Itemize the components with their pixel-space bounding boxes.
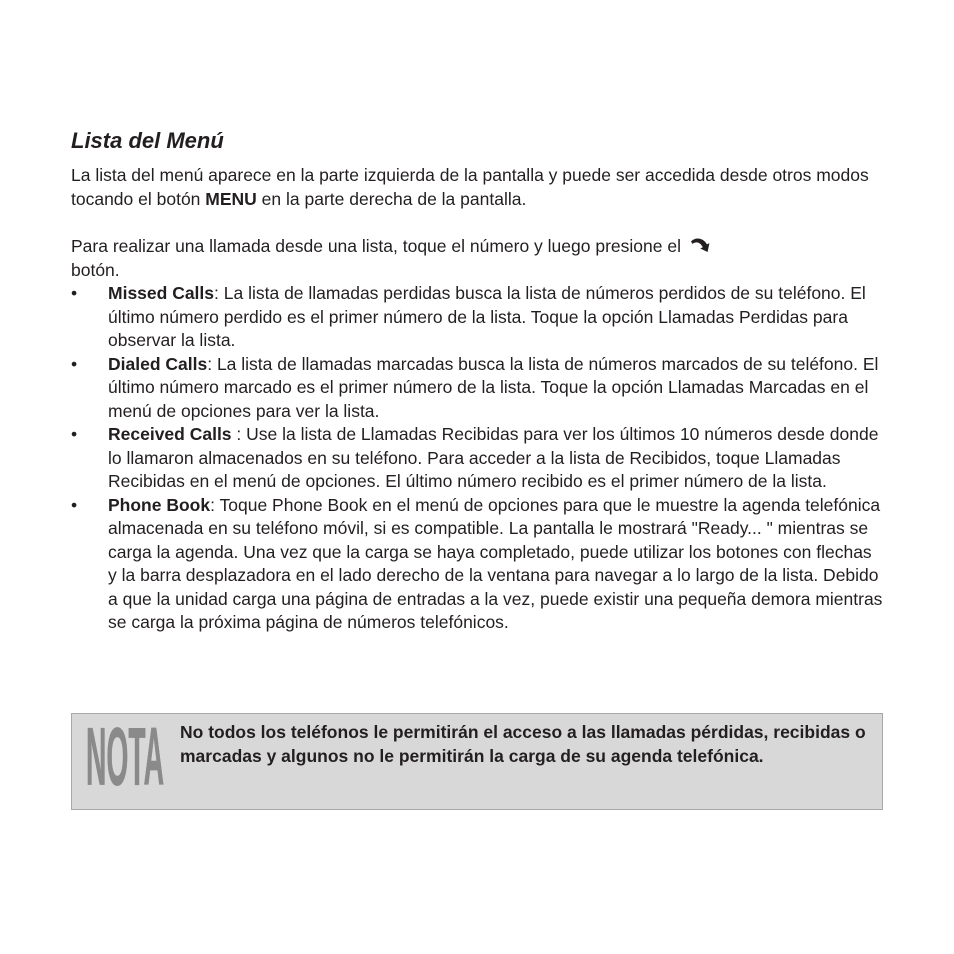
call-instruction-text-1: Para realizar una llamada desde una lista, toque el número y luego presione el — [71, 236, 681, 256]
item-text: : Use la lista de Llamadas Recibidas para ver los últimos 10 números desde donde lo llamaron almacenados en su teléfono. Para acceder a la lista de Recibidos, toque Llamadas Recibidas en el menú de opciones. El último número recibido es el primer número de la lista. — [108, 424, 879, 491]
item-text: : La lista de llamadas marcadas busca la lista de números marcados de su teléfono. El último número marcado es el primer número de la lista. Toque la opción Llamadas Marcadas en el menú de opciones para ver la lista. — [108, 353, 879, 421]
phone-call-icon — [687, 237, 711, 255]
page-content — [71, 126, 883, 635]
note-box — [71, 713, 883, 810]
nota-logo — [86, 722, 166, 802]
intro-text-2: en la parte derecha de la pantalla. — [256, 188, 527, 209]
list-item — [71, 423, 883, 494]
bullet: • — [71, 494, 78, 515]
bullet: • — [71, 353, 78, 374]
list-item — [71, 282, 883, 353]
call-instruction-text-2: botón. — [71, 259, 120, 280]
item-text: : La lista de llamadas perdidas busca la lista de números perdidos de su teléfono. El último número perdido es el primer número de la lista. Toque la opción Llamadas Perdidas para observar la lista. — [108, 283, 866, 350]
intro-text-1: La lista del menú aparece en la parte izquierda de la pantalla y puede ser accedida desde otros modos tocando el botón — [71, 165, 869, 209]
nota-logo-text: NOTA — [86, 722, 164, 802]
bullet: • — [71, 283, 78, 303]
spacer — [71, 211, 883, 235]
menu-items-list — [71, 282, 883, 635]
call-instruction — [71, 235, 883, 282]
section-title: Lista del Menú — [71, 128, 224, 153]
item-text: : Toque Phone Book en el menú de opciones para que le muestre la agenda telefónica almacenada en su teléfono móvil, si es compatible. La pantalla le mostrará "Ready... " mientras se carga la agenda. Una vez que la carga se haya completado, puede utilizar los botones con flechas y la barra desplazadora en el lado derecho de la ventana para navegar a lo largo de la lista. Debido a que la unidad carga una página de entradas a la vez, puede existir una pequeña demora mientras se carga la próxima página de números telefónicos. — [108, 494, 883, 632]
menu-keyword: MENU — [205, 188, 257, 209]
note-text: No todos los teléfonos le permitirán el acceso a las llamadas pérdidas, recibidas o marcadas y algunos no le permitirán la carga de su agenda telefónica. — [180, 722, 866, 766]
list-item — [71, 494, 883, 635]
item-term: Missed Calls — [108, 283, 215, 303]
intro-paragraph — [71, 164, 883, 211]
item-term: Received Calls — [108, 424, 232, 444]
item-term: Phone Book — [108, 494, 211, 515]
item-term: Dialed Calls — [108, 353, 208, 374]
list-item — [71, 353, 883, 424]
bullet: • — [71, 424, 78, 444]
